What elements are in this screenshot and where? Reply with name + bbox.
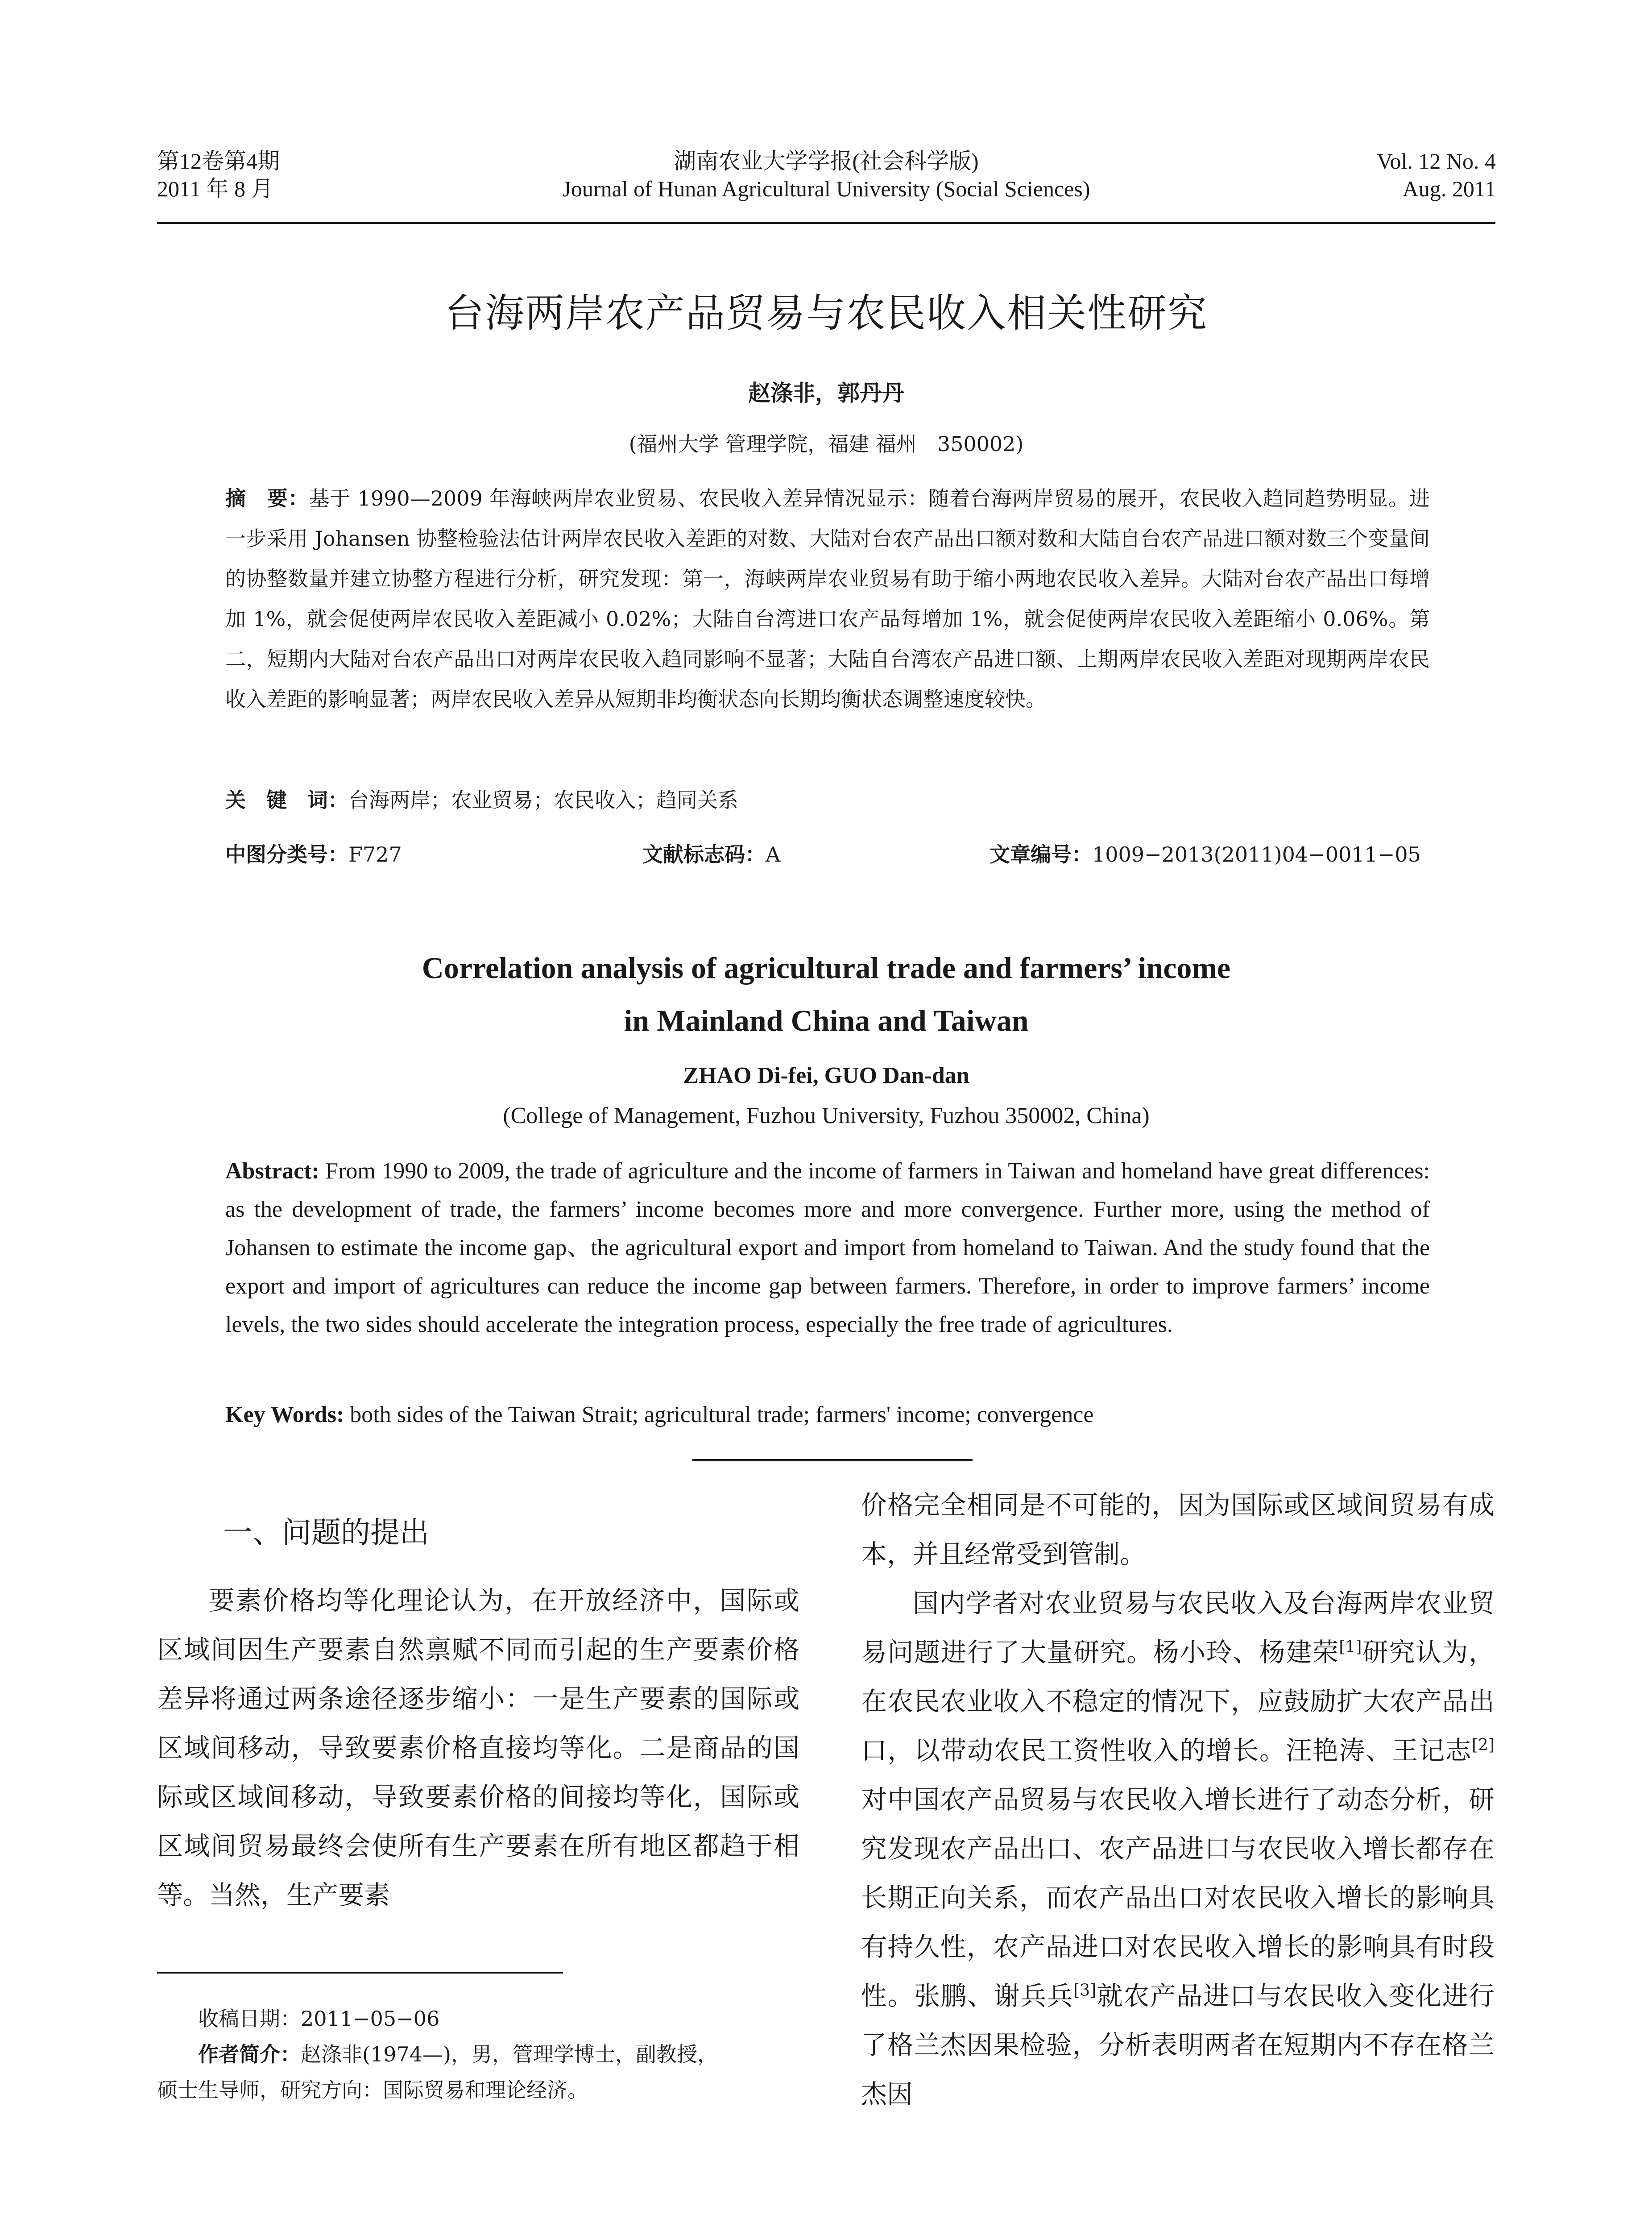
volume-issue: 第12卷第4期 bbox=[157, 149, 280, 174]
keywords-cn bbox=[225, 784, 1430, 816]
body-paragraph-continued: 价格完全相同是不可能的，因为国际或区域间贸易有成本，并且经常受到管制。 bbox=[861, 1490, 1495, 1569]
clc-label: 中图分类号： bbox=[225, 842, 348, 867]
paper-authors: 赵涤非，郭丹丹 bbox=[748, 380, 904, 406]
citation-ref-2[interactable]: [2] bbox=[1472, 1736, 1495, 1754]
author-bio-continued: 硕士生导师，研究方向：国际贸易和理论经济。 bbox=[157, 2078, 588, 2102]
article-number-value: 1009−2013(2011)04−0011−05 bbox=[1092, 842, 1421, 867]
keywords-en-text: both sides of the Taiwan Strait; agricultural trade; farmers' income; convergence bbox=[344, 1402, 1094, 1427]
article-number-label: 文章编号： bbox=[990, 842, 1092, 867]
volume-number-en: Vol. 12 No. 4 bbox=[1376, 149, 1496, 174]
keywords-en bbox=[225, 1399, 1430, 1431]
body-paragraph: 要素价格均等化理论认为，在开放经济中，国际或区域间因生产要素自然禀赋不同而引起的生产要素价格差异将通过两条途径逐步缩小：一是生产要素的国际或区域间移动，导致要素价格直接均等化。二是商品的国际或区域间移动，导致要素价格的间接均等化，国际或区域间贸易最终会使所有生产要素在所有地区都趋于相等。当然，生产要素 bbox=[157, 1585, 799, 1910]
english-title-line1: Correlation analysis of agricultural trade and farmers’ income bbox=[422, 951, 1231, 985]
footnote bbox=[157, 2001, 799, 2108]
literature-text-c: 对中国农产品贸易与农民收入增长进行了动态分析，研究发现农产品出口、农产品进口与农民收入增长都存在长期正向关系，而农产品出口对农民收入增长的影响具有持久性，农产品进口对农民收入增长的影响具有时段性。张鹏、谢兵兵 bbox=[861, 1784, 1495, 2011]
english-title-line2: in Mainland China and Taiwan bbox=[624, 1004, 1029, 1037]
abstract-en-label: Abstract: bbox=[225, 1158, 319, 1184]
abstract-en bbox=[225, 1152, 1430, 1344]
journal-name bbox=[425, 147, 1228, 203]
keywords-cn-label: 关 键 词： bbox=[225, 788, 348, 812]
section-divider bbox=[692, 1459, 973, 1461]
abstract-cn-label: 摘 要： bbox=[225, 486, 309, 510]
document-code-label: 文献标志码： bbox=[642, 842, 766, 867]
date-en: Aug. 2011 bbox=[1402, 176, 1496, 201]
publication-date: 2011 年 8 月 bbox=[157, 176, 273, 201]
english-title bbox=[157, 941, 1495, 1047]
received-date: 收稿日期：2011−05−06 bbox=[198, 2007, 440, 2031]
english-authors: ZHAO Di-fei, GUO Dan-dan bbox=[683, 1063, 969, 1088]
keywords-en-label: Key Words: bbox=[225, 1402, 344, 1427]
abstract-cn-text: 基于 1990—2009 年海峡两岸农业贸易、农民收入差异情况显示：随着台海两岸贸易的展开，农民收入趋同趋势明显。进一步采用 Johansen 协整检验法估计两岸农民收入差距的对数、大陆对台农产品出口额对数和大陆自台农产品进口额对数三个变量间的协整数量并建立协整方程进行分析，研究发现：第一，海峡两岸农业贸易有助于缩小两地农民收入差异。大陆对台农产品出口每增加 1%，就会促使两岸农民收入差距减小 0.02%；大陆自台湾进口农产品每增加 1%，就会促使两岸农民收入差距缩小 0.06%。第二，短期内大陆对台农产品出口对两岸农民收入趋同影响不显著；大陆自台湾农产品进口额、上期两岸农民收入差距对现期两岸农民收入差距的影响显著；两岸农民收入差异从短期非均衡状态向长期均衡状态调整速度较快。 bbox=[225, 486, 1430, 711]
author-bio bbox=[157, 2036, 799, 2072]
journal-name-en: Journal of Hunan Agricultural University (Social Sciences) bbox=[562, 176, 1090, 201]
body-paragraph-literature bbox=[861, 1579, 1495, 2119]
journal-name-cn: 湖南农业大学学报(社会科学版) bbox=[674, 149, 979, 174]
paper-affiliation: (福州大学 管理学院，福建 福州 350002) bbox=[629, 432, 1024, 456]
clc-value: F727 bbox=[348, 842, 402, 867]
section-heading: 一、问题的提出 bbox=[223, 1515, 429, 1550]
document-code bbox=[642, 839, 780, 870]
abstract-en-text: From 1990 to 2009, the trade of agriculture and the income of farmers in Taiwan and homeland have great differences: as the development of trade, the farmers’ income becomes more and more convergence. Further more, using the method of Johansen to estimate the income gap、the agricultural export and import from homeland to Taiwan. And the study found that the export and import of agricultures can reduce the income gap between farmers. Therefore, in order to improve farmers’ income levels, the two sides should accelerate the integration process, especially the free trade of agricultures. bbox=[225, 1158, 1430, 1337]
body-right-column bbox=[861, 1480, 1495, 2119]
keywords-cn-text: 台海两岸；农业贸易；农民收入；趋同关系 bbox=[348, 788, 738, 812]
article-number bbox=[990, 839, 1421, 870]
author-bio-text: 赵涤非(1974—)，男，管理学博士，副教授， bbox=[301, 2042, 718, 2066]
english-affiliation: (College of Management, Fuzhou University, Fuzhou 350002, China) bbox=[503, 1103, 1150, 1128]
author-bio-label: 作者简介： bbox=[198, 2042, 301, 2066]
citation-ref-1[interactable]: [1] bbox=[1339, 1638, 1362, 1656]
literature-text-b: 研究认为，在农民农业收入不稳定的情况下，应鼓励扩大农产品出口，以带动农民工资性收入的增长。汪艳涛、王记志 bbox=[861, 1637, 1495, 1766]
literature-text-a: 国内学者对农业贸易与农民收入及台海两岸农业贸易问题进行了大量研究。杨小玲、杨建荣 bbox=[861, 1588, 1495, 1667]
citation-ref-3[interactable]: [3] bbox=[1073, 1981, 1097, 2000]
literature-text-d: 就农产品进口与农民收入变化进行了格兰杰因果检验，分析表明两者在短期内不存在格兰杰因 bbox=[861, 1981, 1495, 2109]
journal-volume-en bbox=[1377, 147, 1496, 203]
journal-issue-info bbox=[157, 147, 280, 203]
paper-title: 台海两岸农产品贸易与农民收入相关性研究 bbox=[444, 290, 1208, 336]
clc-number bbox=[225, 839, 402, 870]
document-code-value: A bbox=[766, 842, 781, 867]
abstract-cn bbox=[225, 478, 1430, 719]
body-left-column bbox=[157, 1576, 799, 1920]
footnote-rule bbox=[157, 1972, 563, 1974]
header-rule bbox=[157, 222, 1495, 224]
